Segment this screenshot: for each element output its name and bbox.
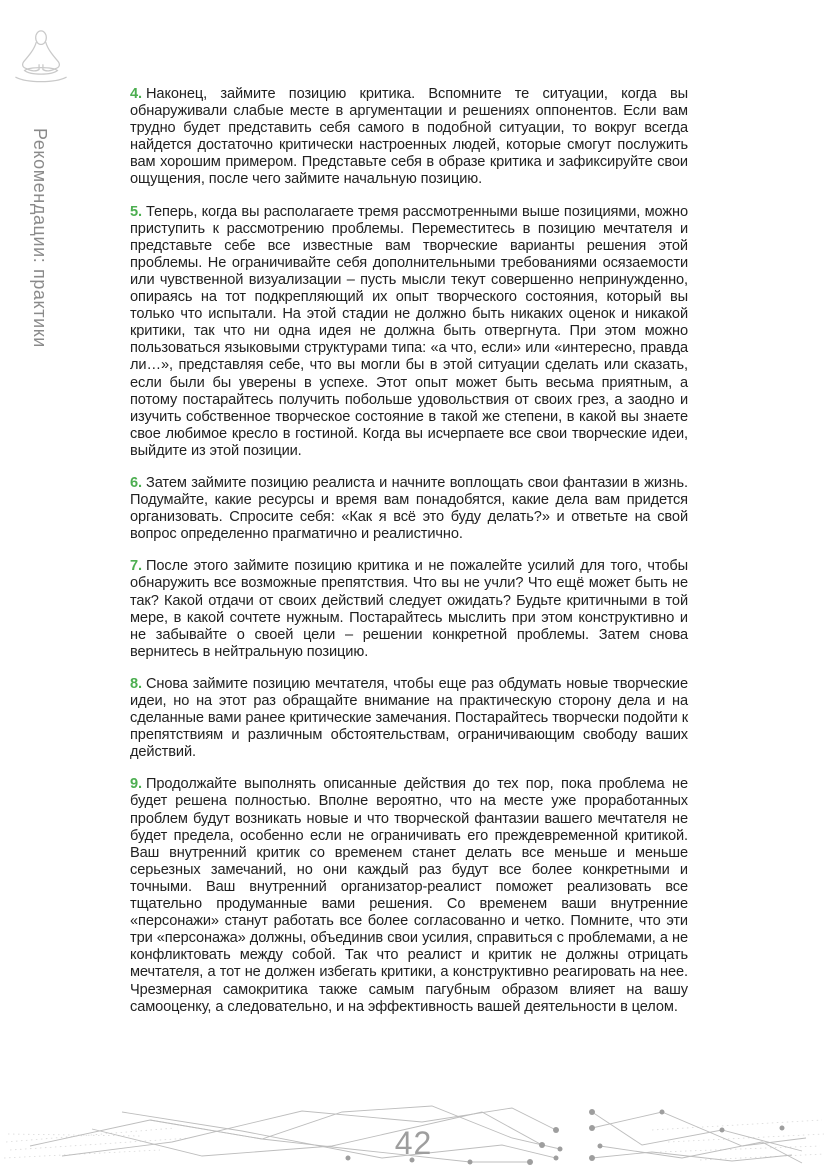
page-number: 42 — [394, 1125, 433, 1161]
sidebar-chapter-label: Рекомендации: практики — [30, 128, 50, 348]
paragraph-number: 7. — [130, 558, 142, 575]
numbered-paragraph — [130, 776, 688, 1015]
meditation-icon — [12, 26, 70, 88]
paragraph-number: 4. — [130, 86, 142, 102]
numbered-paragraph — [130, 676, 688, 761]
numbered-paragraph — [130, 204, 688, 460]
paragraph-text: Продолжайте выполнять описанные действия до тех пор, пока проблема не будет решена полностью. Вполне вероятно, что на месте уже проработанных проблем будут возникать новые и что творческой фантазии вашего мечтателя не будет предела, особенно если не ограничивать его преждевременной критикой. Ваш внутренний критик со временем станет делать все меньше и меньше серьезных замечаний, но они каждый раз будут все более конкретными и точными. Ваш внутренний организатор-реалист поможет реализовать все тщательно продуманные вами решения. Со временем ваши внутренние «персонажи» станут работать все более согласованно и четко. Помните, что эти три «персонажа» должны, объединив свои усилия, справиться с проблемами, а не конфликтовать между собой. Так что реалист и критик не должны отрицать мечтателя, а тот не должен избегать критики, а конструктивно реагировать на нее. Чрезмерная самокритика также самым пагубным образом влияет на вашу самооценку, а следовательно, и на эффективность вашей деятельности в целом. — [130, 776, 688, 1015]
numbered-paragraph — [130, 558, 688, 661]
paragraph-number: 9. — [130, 776, 142, 793]
paragraph-text: Затем займите позицию реалиста и начните воплощать свои фантазии в жизнь. Подумайте, какие ресурсы и время вам понадобятся, какие дела вам придется организовать. Спросите себя: «Как я всё это буду делать?» и ответьте на свой вопрос определенно прагматично и реалистично. — [130, 474, 688, 543]
paragraph-text: Снова займите позицию мечтателя, чтобы еще раз обдумать новые творческие идеи, но на этот раз обращайте внимание на практическую сторону дела и на сделанные вами ранее критические замечания. Постарайтесь творчески подойти к препятствиям и различным обстоятельствам, ограничивающим свободу ваших действий. — [130, 675, 688, 761]
paragraph-text: Наконец, займите позицию критика. Вспомните те ситуации, когда вы обнаруживали слабые месте в аргументации и решениях оппонентов. Если вам трудно будет представить себя самого в подобной ситуации, то вокруг всегда найдется достаточно критически настроенных людей, которые смогут послужить вам хорошим примером. Представьте себя в образе критика и зафиксируйте свои ощущения, после чего займите начальную позицию. — [130, 86, 688, 188]
paragraph-text: Теперь, когда вы располагаете тремя рассмотренными выше позициями, можно приступить к рассмотрению проблемы. Переместитесь в позицию мечтателя и представьте себе все известные вам творческие варианты решения этой проблемы. Не ограничивайте себя дополнительными требованиями осязаемости или чувственной визуализации – пусть мысли текут совершенно непринужденно, опираясь на тот подкрепляющий их опыт творческого состояния, который вы только что испытали. На этой стадии не должно быть никаких оценок и никакой критики, так что ни одна идея не должна быть отвергнута. При этом можно пользоваться языковыми структурами типа: «а что, если» или «интересно, правда ли…», представляя себе, что вы могли бы в этой ситуации сделать или сказать, если были бы уверены в успехе. Этот опыт может быть весьма приятным, а потому постарайтесь получить побольше удовольствия от своих грез, а заодно и изучить собственное творческое состояние в такой же степени, в какой вы знаете свое любимое кресло в гостиной. Когда вы исчерпаете все свои творческие идеи, выйдите из этой позиции. — [130, 203, 688, 459]
paragraph-number: 6. — [130, 474, 142, 491]
page-footer — [0, 1050, 827, 1170]
numbered-paragraph — [130, 475, 688, 543]
paragraph-text: После этого займите позицию критика и не пожалейте усилий для того, чтобы обнаружить все возможные препятствия. Что вы не учли? Что ещё может быть не так? Какой отдачи от своих действий следует ожидать? Будьте критичными в той мере, в какой сочтете нужным. Постарайтесь мыслить при этом конструктивно и не забывайте о своей цели – решении конкретной проблемы. Затем снова вернитесь в нейтральную позицию. — [130, 558, 688, 660]
paragraph-number: 8. — [130, 675, 142, 692]
numbered-paragraph — [130, 86, 688, 189]
page-body-text — [130, 86, 688, 1031]
paragraph-number: 5. — [130, 203, 142, 220]
